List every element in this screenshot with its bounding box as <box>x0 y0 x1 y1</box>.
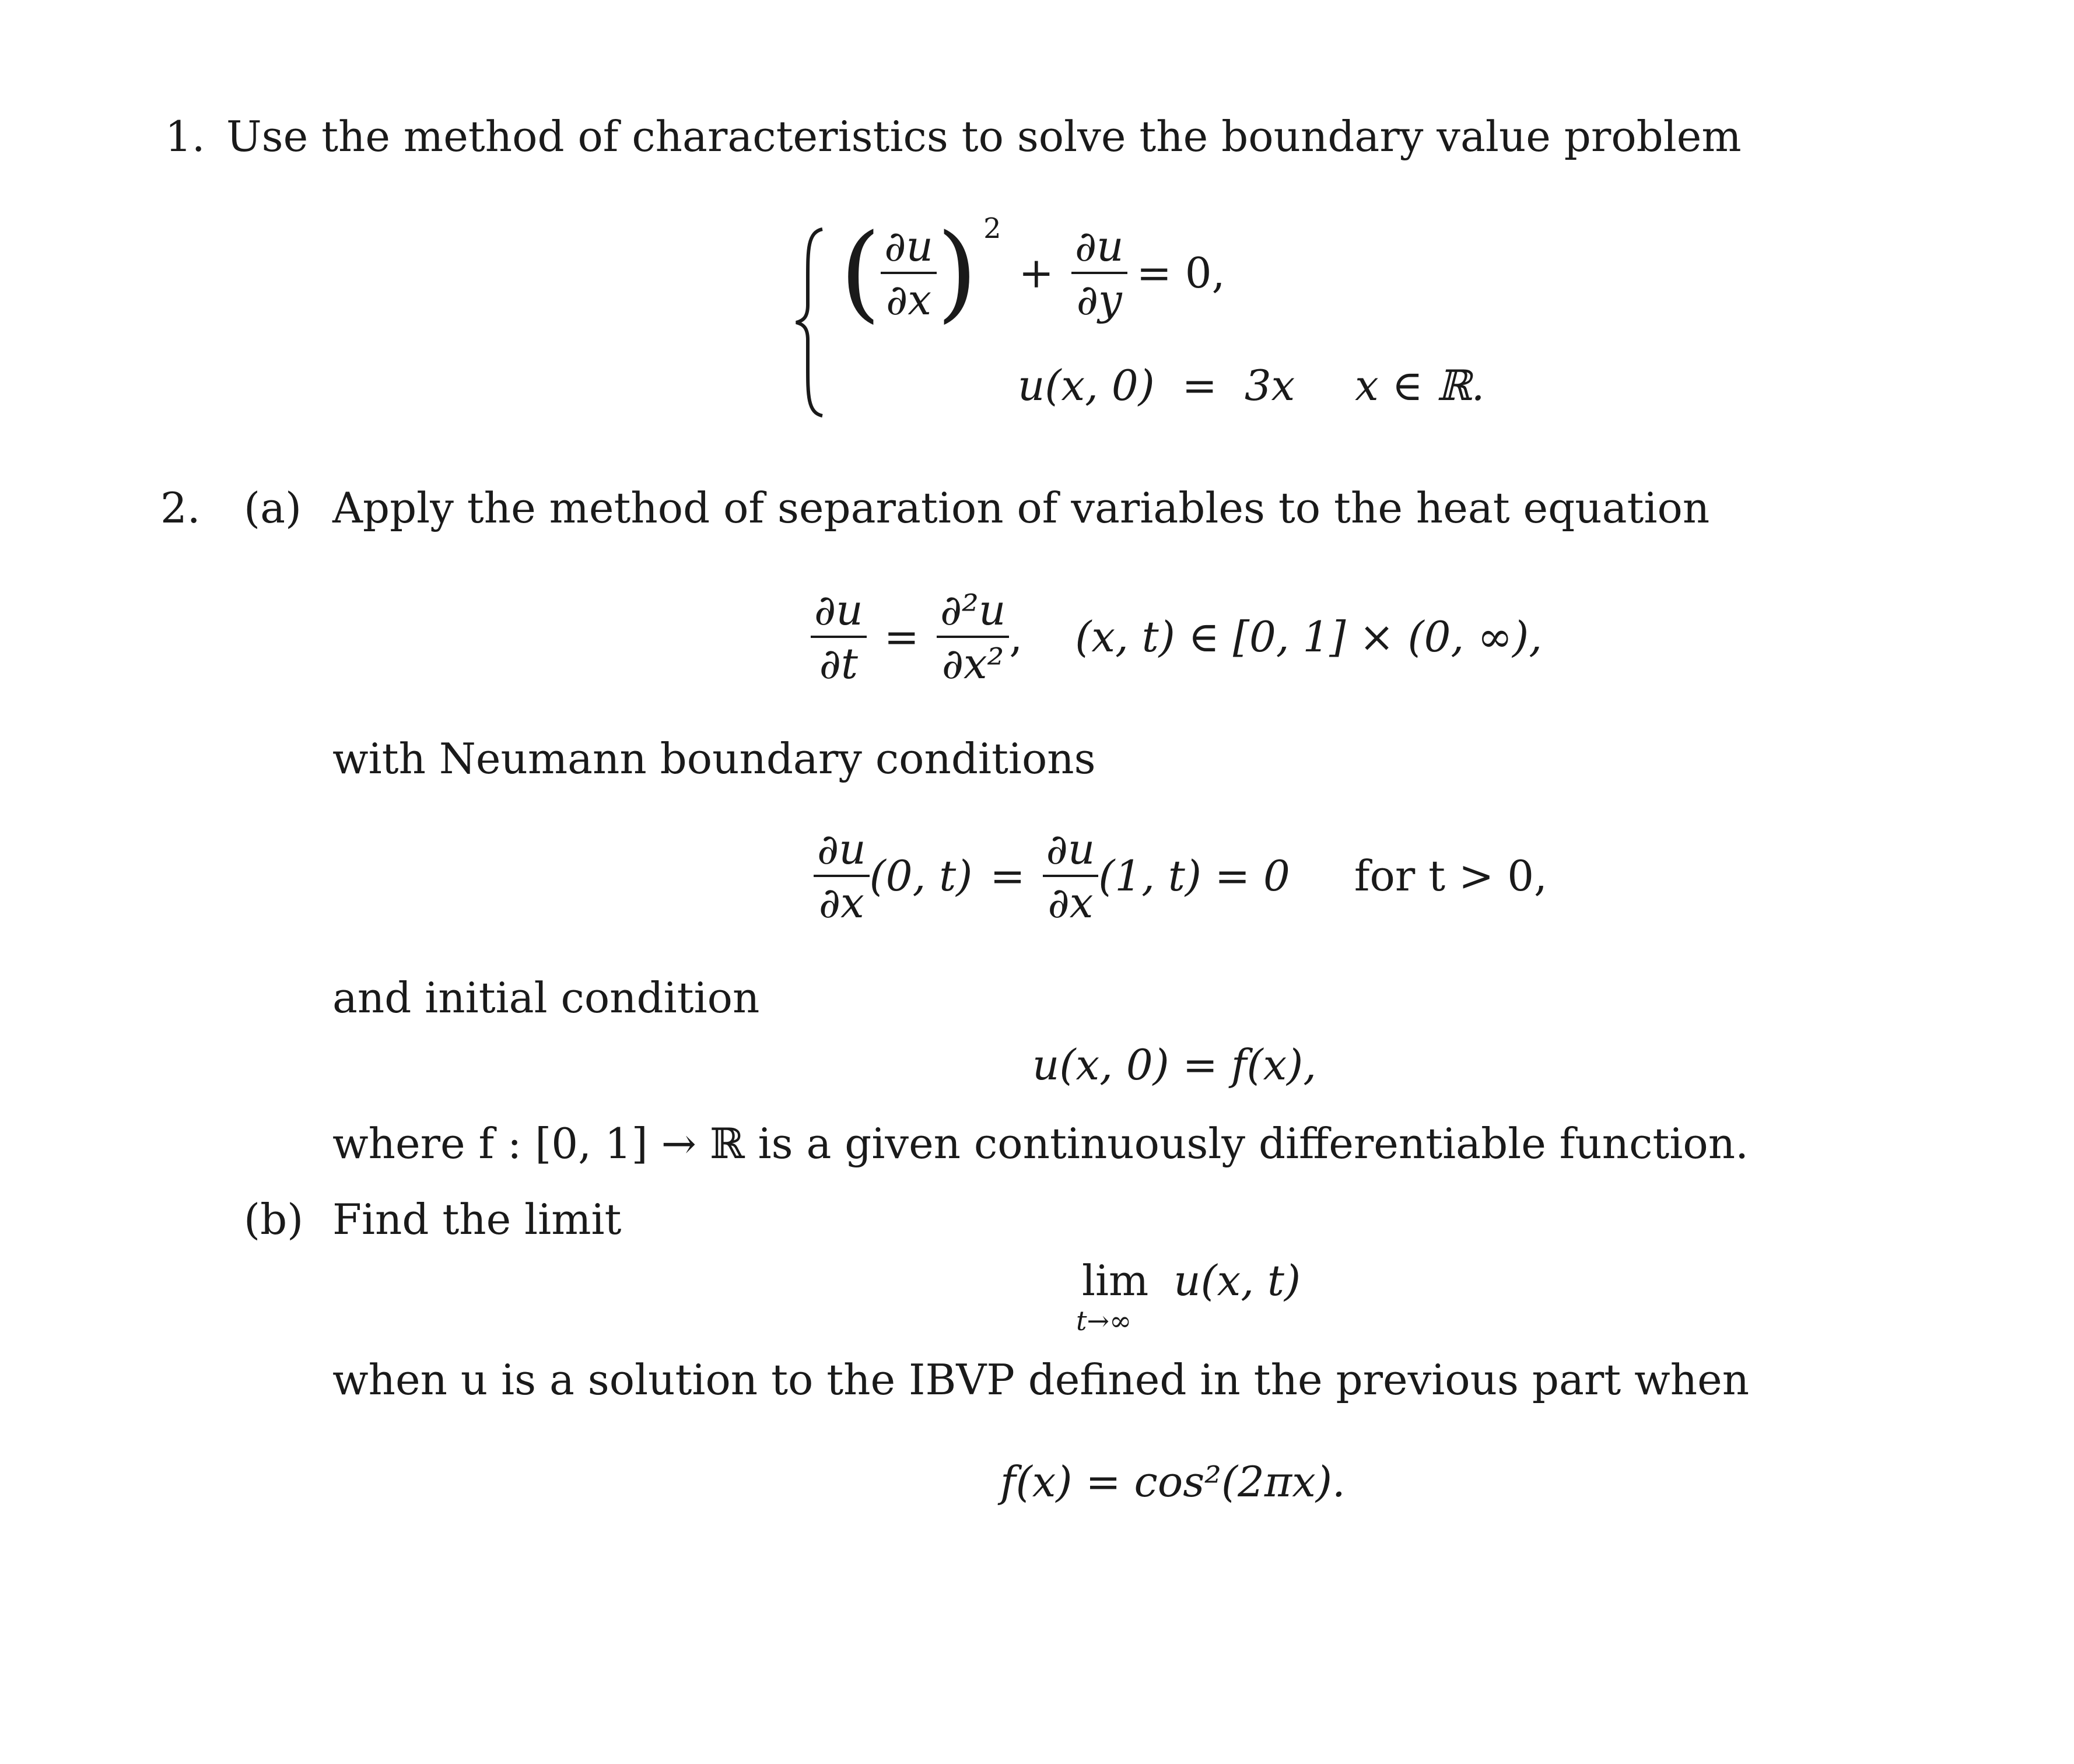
problem1-pde <box>840 212 1225 334</box>
neumann-arg1: (1, t) = 0 <box>1098 851 1290 900</box>
heat-equation <box>811 585 1543 688</box>
boundary-equals: = <box>1182 361 1217 410</box>
right-paren: ) <box>936 212 978 334</box>
du-dt-fraction: $\frac{\partial u}{\partial t}$ <box>811 589 867 685</box>
part-a-statement: Apply the method of separation of variables to the heat equation <box>332 483 1710 532</box>
f-definition: f(x) = cos²(2πx). <box>1000 1457 1346 1506</box>
limit-expression <box>1082 1256 1301 1305</box>
problem1-number: 1. <box>165 112 205 161</box>
limit-function: u(x, t) <box>1173 1256 1301 1305</box>
pde-plus: + <box>1018 248 1054 297</box>
boundary-lhs: u(x, 0) <box>1018 361 1155 410</box>
initial-intro: and initial condition <box>332 973 760 1022</box>
part-b-statement: Find the limit <box>332 1195 622 1244</box>
neumann-condition: for t > 0, <box>1354 851 1547 900</box>
when-statement: when u is a solution to the IBVP defined in the previous part when <box>332 1355 1750 1404</box>
d2u-dx2-fraction: $\frac{\text{∂²u}}{\text{∂x²}}$ <box>937 589 1009 685</box>
neumann-du-dx-fraction-1: $\frac{\partial u}{\partial x}$ <box>1043 828 1099 924</box>
left-paren: ( <box>840 212 881 334</box>
heat-period: , <box>1009 612 1023 661</box>
part-b-label: (b) <box>244 1195 304 1244</box>
limit-subscript: t→∞ <box>1076 1305 1132 1337</box>
neumann-conditions <box>814 825 1547 927</box>
part-a-label: (a) <box>244 483 302 532</box>
boundary-domain: x ∈ ℝ. <box>1355 361 1485 410</box>
boundary-rhs: 3x <box>1244 361 1295 410</box>
pde-exponent: 2 <box>983 212 1001 245</box>
problem1-statement: Use the method of characteristics to solve the boundary value problem <box>226 112 1742 161</box>
neumann-intro: with Neumann boundary conditions <box>332 734 1096 783</box>
neumann-arg0: (0, t) <box>869 851 973 900</box>
problem1-boundary <box>1018 361 1485 410</box>
where-statement: where f : [0, 1] → ℝ is a given continuously differentiable function. <box>332 1119 1749 1168</box>
du-dy-fraction: $\frac{\partial u}{\partial y}$ <box>1071 225 1127 321</box>
neumann-equals: = <box>990 851 1025 900</box>
problem2-number: 2. <box>160 483 201 532</box>
system-brace-icon <box>793 226 828 419</box>
limit-lim: lim <box>1082 1256 1149 1305</box>
heat-domain: (x, t) ∈ [0, 1] × (0, ∞), <box>1075 612 1543 661</box>
neumann-du-dx-fraction-0: $\frac{\partial u}{\partial x}$ <box>814 828 870 924</box>
initial-condition: u(x, 0) = f(x), <box>1032 1040 1317 1089</box>
heat-equals: = <box>884 612 919 661</box>
du-dx-fraction: $\frac{\partial u}{\partial x}$ <box>881 225 937 321</box>
pde-equals-zero: = 0, <box>1136 248 1225 297</box>
